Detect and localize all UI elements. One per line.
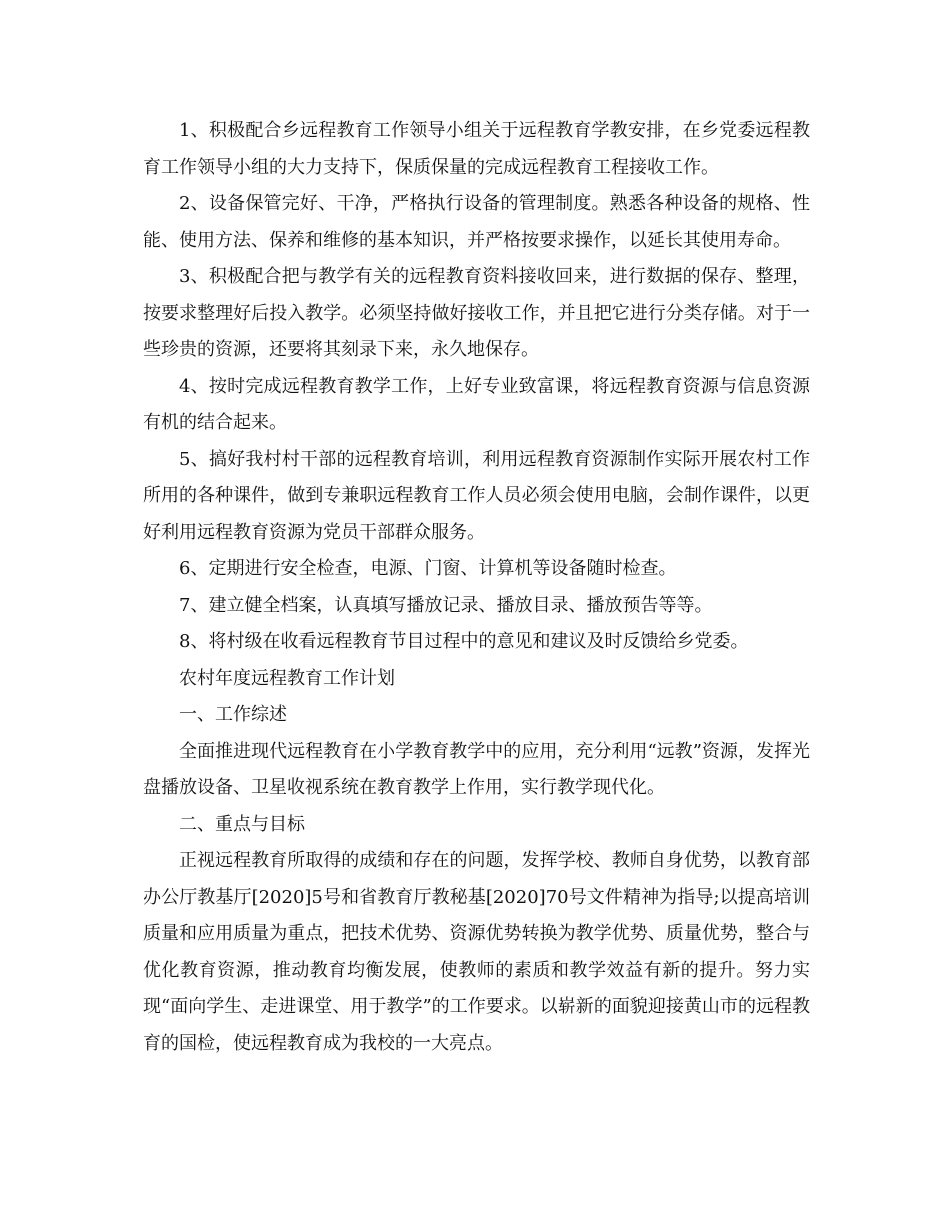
section-title: 农村年度远程教育工作计划 bbox=[179, 667, 395, 689]
section-heading-overview: 一、工作综述 bbox=[179, 704, 287, 725]
paragraph-item-1: 1、积极配合乡远程教育工作领导小组关于远程教育学教安排，在乡党委远程教育工作领导小组的大力支持下，保质保量的完成远程教育工程接收工作。 bbox=[143, 120, 810, 178]
paragraph-item-7: 7、建立健全档案，认真填写播放记录、播放目录、播放预告等等。 bbox=[179, 594, 713, 616]
document-body bbox=[143, 113, 810, 1062]
paragraph-overview: 全面推进现代远程教育在小学教育教学中的应用，充分利用“远教”资源，发挥光盘播放设备、卫星收视系统在教育教学上作用，实行教学现代化。 bbox=[143, 740, 810, 798]
paragraph-item-5: 5、搞好我村村干部的远程教育培训，利用远程教育资源制作实际开展农村工作所用的各种课件，做到专兼职远程教育工作人员必须会使用电脑，会制作课件，以更好利用远程教育资源为党员干部群众服务。 bbox=[143, 448, 810, 543]
paragraph-item-4: 4、按时完成远程教育教学工作，上好专业致富课，将远程教育资源与信息资源有机的结合起来。 bbox=[143, 375, 810, 433]
paragraph-item-8: 8、将村级在收看远程教育节目过程中的意见和建议及时反馈给乡党委。 bbox=[179, 631, 749, 652]
paragraph-item-2: 2、设备保管完好、干净，严格执行设备的管理制度。熟悉各种设备的规格、性能、使用方法、保养和维修的基本知识，并严格按要求操作，以延长其使用寿命。 bbox=[143, 193, 810, 251]
section-heading-goals: 二、重点与目标 bbox=[179, 813, 305, 835]
paragraph-goals: 正视远程教育所取得的成绩和存在的问题，发挥学校、教师自身优势，以教育部办公厅教基厅[2020]5号和省教育厅教秘基[2020]70号文件精神为指导;以提高培训质量和应用质量为重点，把技术优势、资源优势转换为教学优势、质量优势，整合与优化教育资源，推动教育均衡发展，使教师的素质和教学效益有新的提升。努力实现“面向学生、走进课堂、用于教学”的工作要求。以崭新的面貌迎接黄山市的远程教育的国检，使远程教育成为我校的一大亮点。 bbox=[143, 850, 810, 1054]
paragraph-item-6: 6、定期进行安全检查，电源、门窗、计算机等设备随时检查。 bbox=[179, 558, 677, 579]
paragraph-item-3: 3、积极配合把与教学有关的远程教育资料接收回来，进行数据的保存、整理，按要求整理好后投入教学。必须坚持做好接收工作，并且把它进行分类存储。对于一些珍贵的资源，还要将其刻录下来，永久地保存。 bbox=[143, 266, 810, 360]
